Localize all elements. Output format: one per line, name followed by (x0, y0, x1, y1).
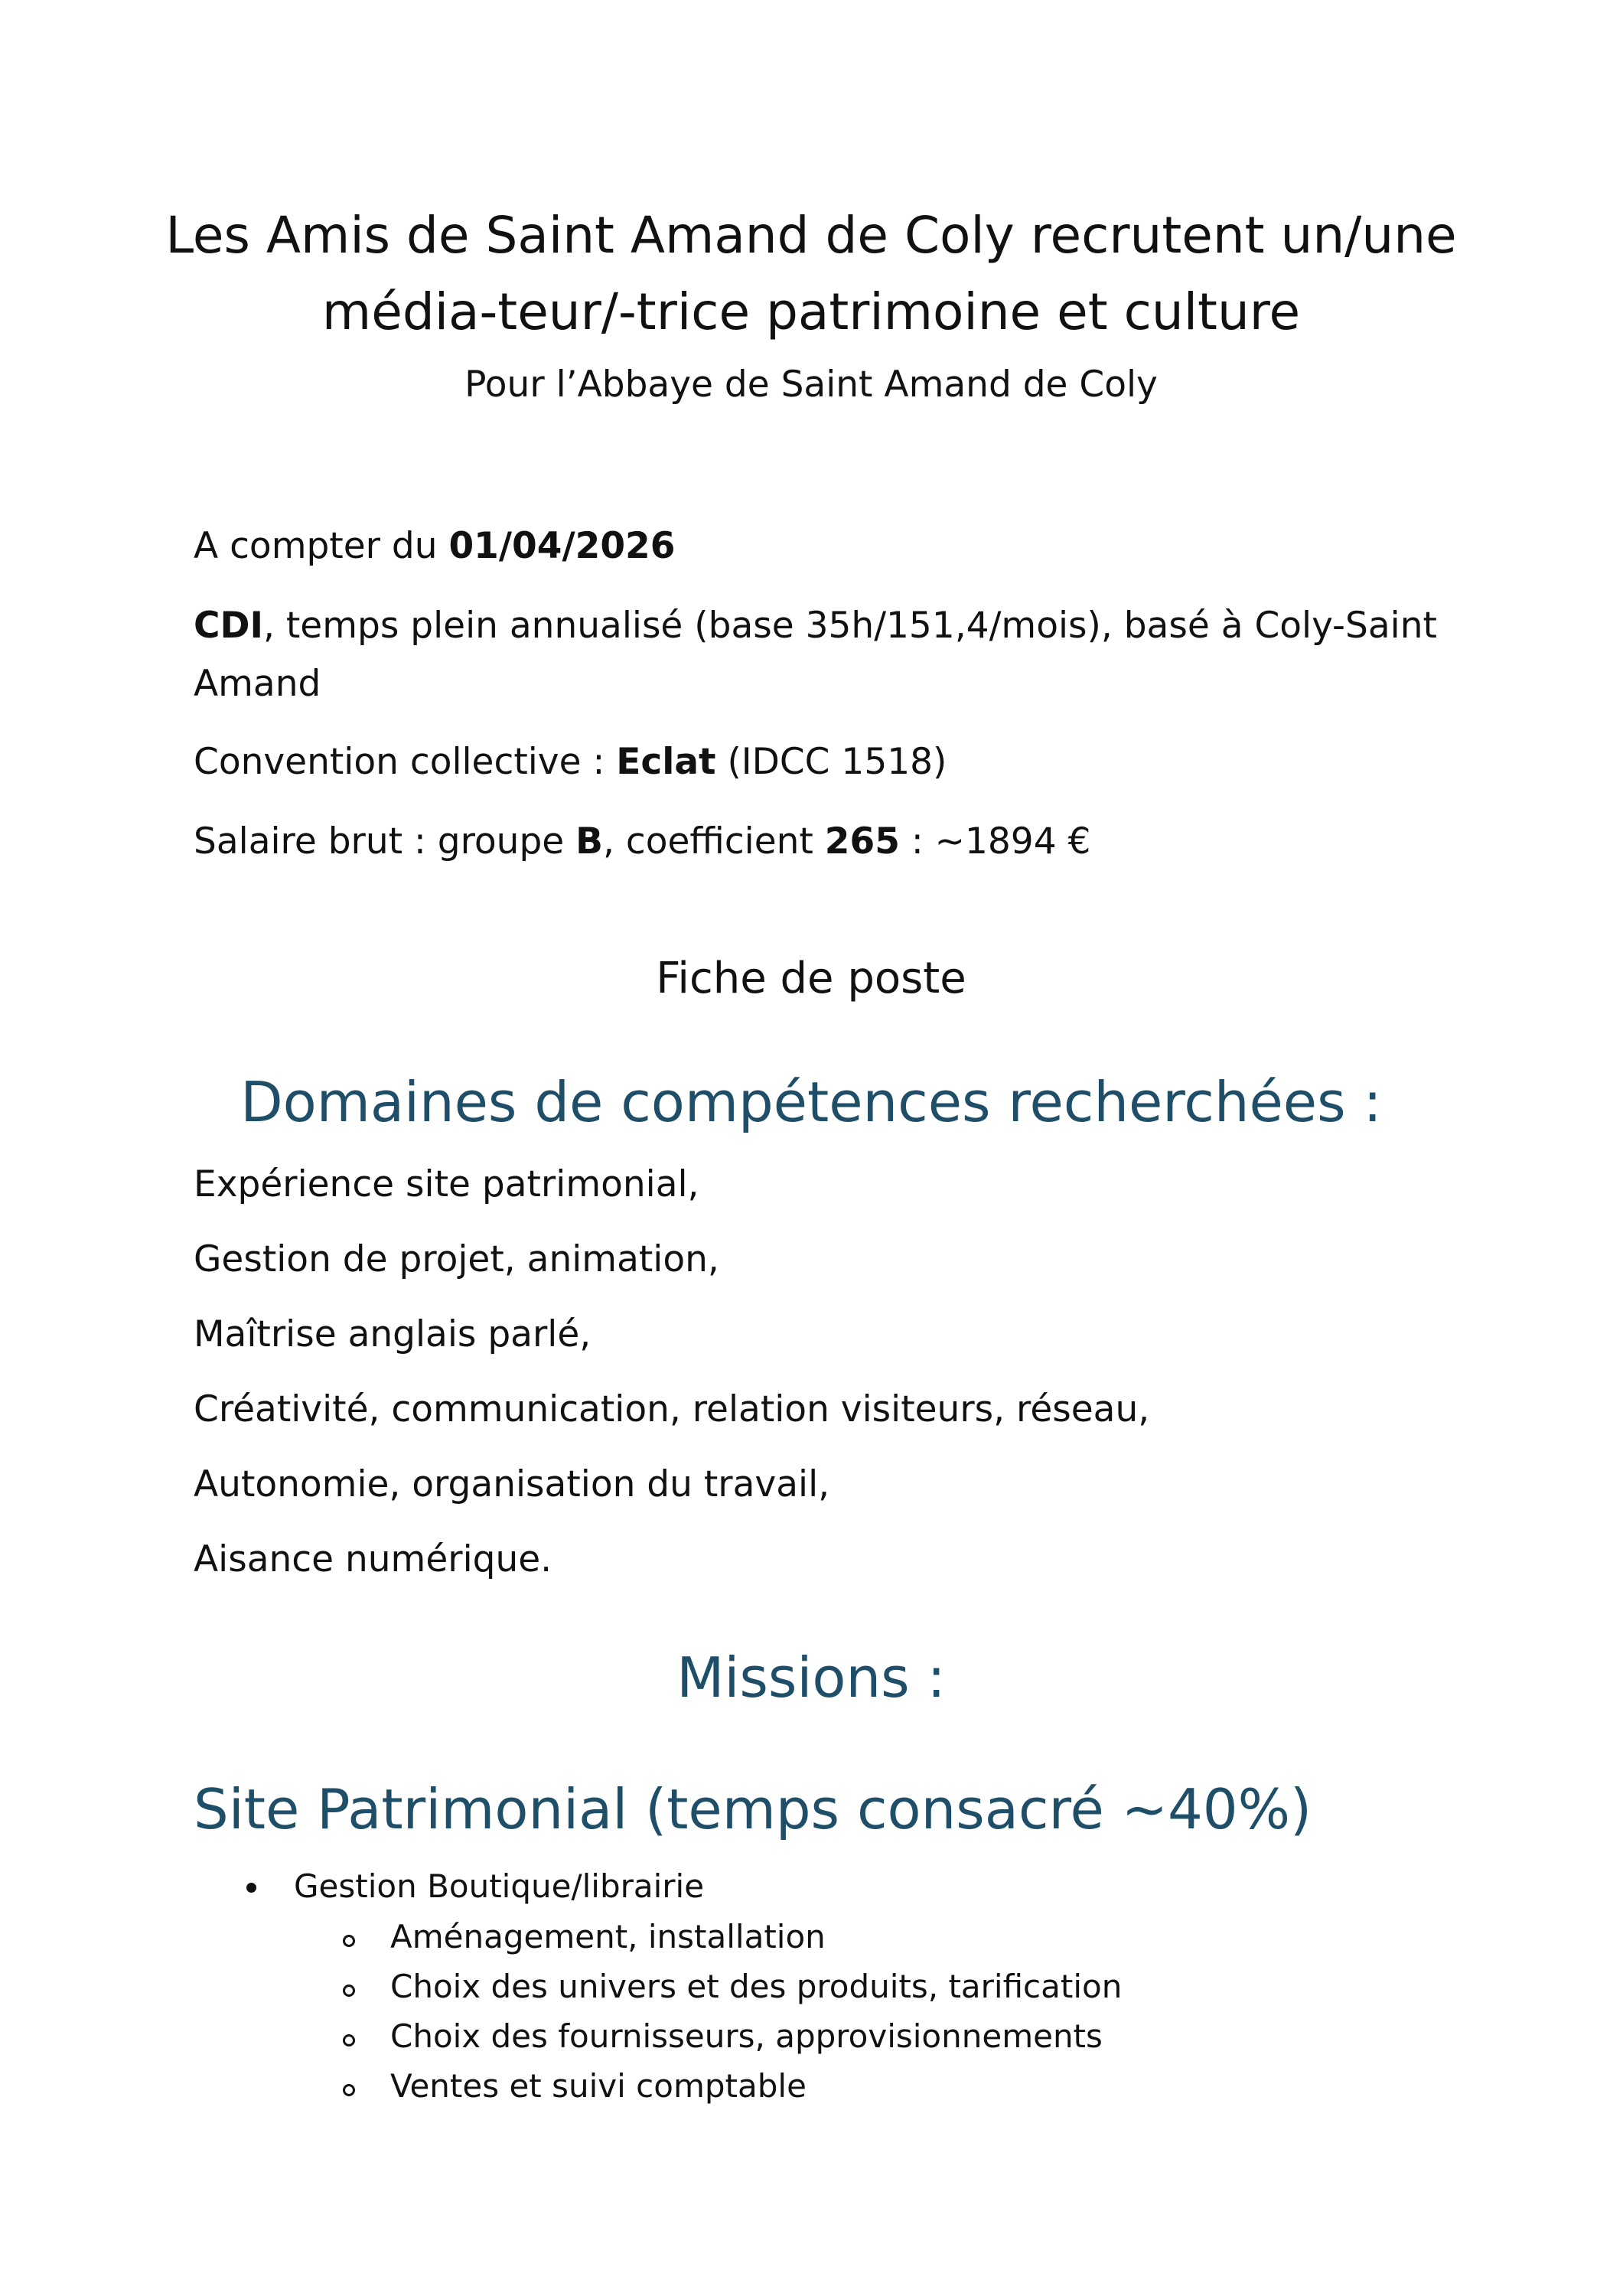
convention-code: (IDCC 1518) (715, 741, 947, 783)
page-title-line1: Les Amis de Saint Amand de Coly recrutent un/une (165, 206, 1457, 265)
sub-list-item-label: Aménagement, installation (390, 1918, 826, 1955)
skills-heading: Domaines de compétences recherchées : (240, 1070, 1382, 1134)
skill-item: Aisance numérique. (194, 1538, 552, 1580)
convention-paragraph (194, 733, 1479, 791)
sub-list-item-label: Ventes et suivi comptable (390, 2067, 807, 2105)
bullet-item-label: Gestion Boutique/librairie (294, 1867, 705, 1905)
job-sheet-title: Fiche de poste (656, 954, 966, 1003)
salary-paragraph (194, 813, 1479, 871)
sub-list-item-label: Choix des univers et des produits, tarification (390, 1968, 1123, 2005)
start-date-value: 01/04/2026 (448, 525, 676, 567)
salary-coefficient: 265 (824, 820, 900, 863)
contract-paragraph (194, 597, 1479, 713)
convention-label: Convention collective : (194, 741, 617, 783)
salary-group: B (575, 820, 603, 863)
contract-details: , temps plein annualisé (base 35h/151,4/mois), basé à Coly-Saint Amand (194, 605, 1437, 705)
salary-label: Salaire brut : groupe (194, 820, 576, 863)
circle-bullet-icon (343, 2034, 355, 2047)
salary-amount: : ~1894 € (899, 820, 1091, 863)
circle-bullet-icon (343, 1985, 355, 1997)
start-date-label: A compter du (194, 525, 449, 567)
missions-heading: Missions : (676, 1645, 946, 1710)
page-title-line2: média-teur/-trice patrimoine et culture (321, 282, 1301, 341)
skill-item: Créativité, communication, relation visiteurs, réseau, (194, 1388, 1150, 1430)
convention-name: Eclat (616, 741, 716, 783)
heritage-site-heading: Site Patrimonial (temps consacré ~40%) (194, 1777, 1312, 1841)
sub-list-item-label: Choix des fournisseurs, approvisionnements (390, 2017, 1103, 2055)
contract-type: CDI (194, 605, 263, 647)
page-subtitle: Pour l’Abbaye de Saint Amand de Coly (464, 364, 1158, 406)
skill-item: Expérience site patrimonial, (194, 1163, 699, 1205)
bullet-dot-icon (246, 1883, 256, 1893)
skill-item: Gestion de projet, animation, (194, 1238, 719, 1280)
skill-item: Autonomie, organisation du travail, (194, 1463, 830, 1505)
salary-mid: , coefficient (602, 820, 825, 863)
circle-bullet-icon (343, 2084, 355, 2096)
start-date-paragraph (194, 517, 1479, 576)
skill-item: Maîtrise anglais parlé, (194, 1313, 592, 1355)
circle-bullet-icon (343, 1935, 355, 1947)
